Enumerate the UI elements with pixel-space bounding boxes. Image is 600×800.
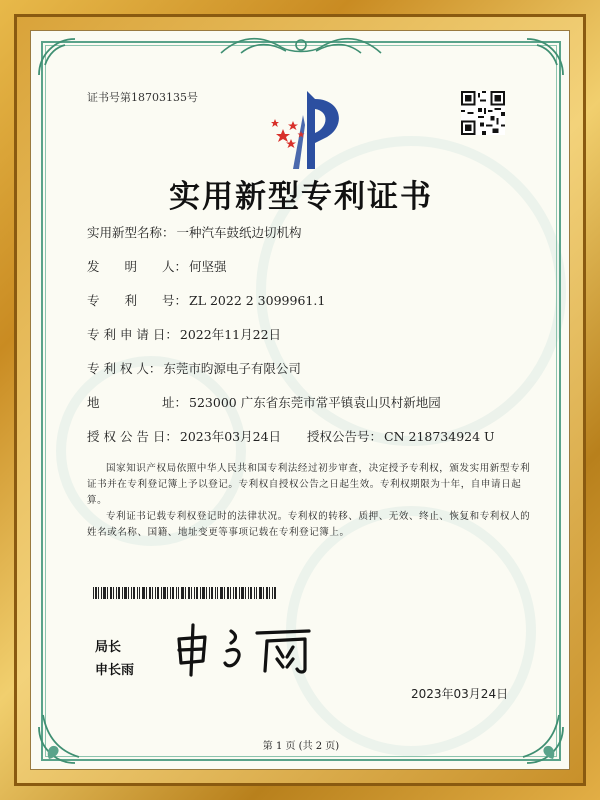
- issue-date: 2023年03月24日: [411, 687, 509, 701]
- field-patent-number: 专 利 号： ZL 2022 2 3099961.1: [87, 293, 326, 308]
- field-application-date: 专 利 申 请 日： 2022年11月22日: [87, 327, 282, 342]
- field-patentee: 专 利 权 人： 东莞市昀源电子有限公司: [87, 361, 301, 376]
- field-inventor: 发 明 人： 何坚强: [87, 259, 227, 274]
- field-utility-model-name: 实用新型名称： 一种汽车鼓纸边切机构: [87, 225, 302, 240]
- barcode-icon: [93, 587, 277, 599]
- corner-ornament-icon: [35, 35, 95, 95]
- cnipa-logo-icon: [263, 85, 353, 175]
- signature-icon: [171, 621, 321, 677]
- paragraph-grant-statement: 国家知识产权局依照中华人民共和国专利法经过初步审查，决定授予专利权，颁发实用新型专利证书并在专利登记簿上予以登记。专利权自授权公告之日起生效。专利权期限为十年，自申请日起算。: [87, 463, 531, 506]
- paragraph-legal-status: 专利证书记载专利权登记时的法律状况。专利权的转移、质押、无效、终止、恢复和专利权人的姓名或名称、国籍、地址变更等事项记载在专利登记簿上。: [87, 511, 531, 538]
- field-announcement-number: 授权公告号： CN 218734924 U: [307, 429, 495, 444]
- qr-code-icon: [461, 91, 505, 135]
- director-title: 局长: [95, 640, 122, 655]
- certificate-title: 实用新型专利证书: [169, 179, 433, 215]
- director-name: 申长雨: [95, 663, 135, 678]
- field-announcement-date: 授 权 公 告 日： 2023年03月24日: [87, 429, 282, 444]
- corner-ornament-icon: [507, 35, 567, 95]
- certificate-paper: [30, 30, 570, 770]
- field-address: 地 址： 523000 广东省东莞市常平镇袁山贝村新地园: [87, 395, 441, 410]
- top-ornament-icon: [211, 35, 391, 57]
- certificate-number: 证书号第18703135号: [87, 91, 198, 104]
- page-number: 第 1 页 (共 2 页): [262, 741, 340, 752]
